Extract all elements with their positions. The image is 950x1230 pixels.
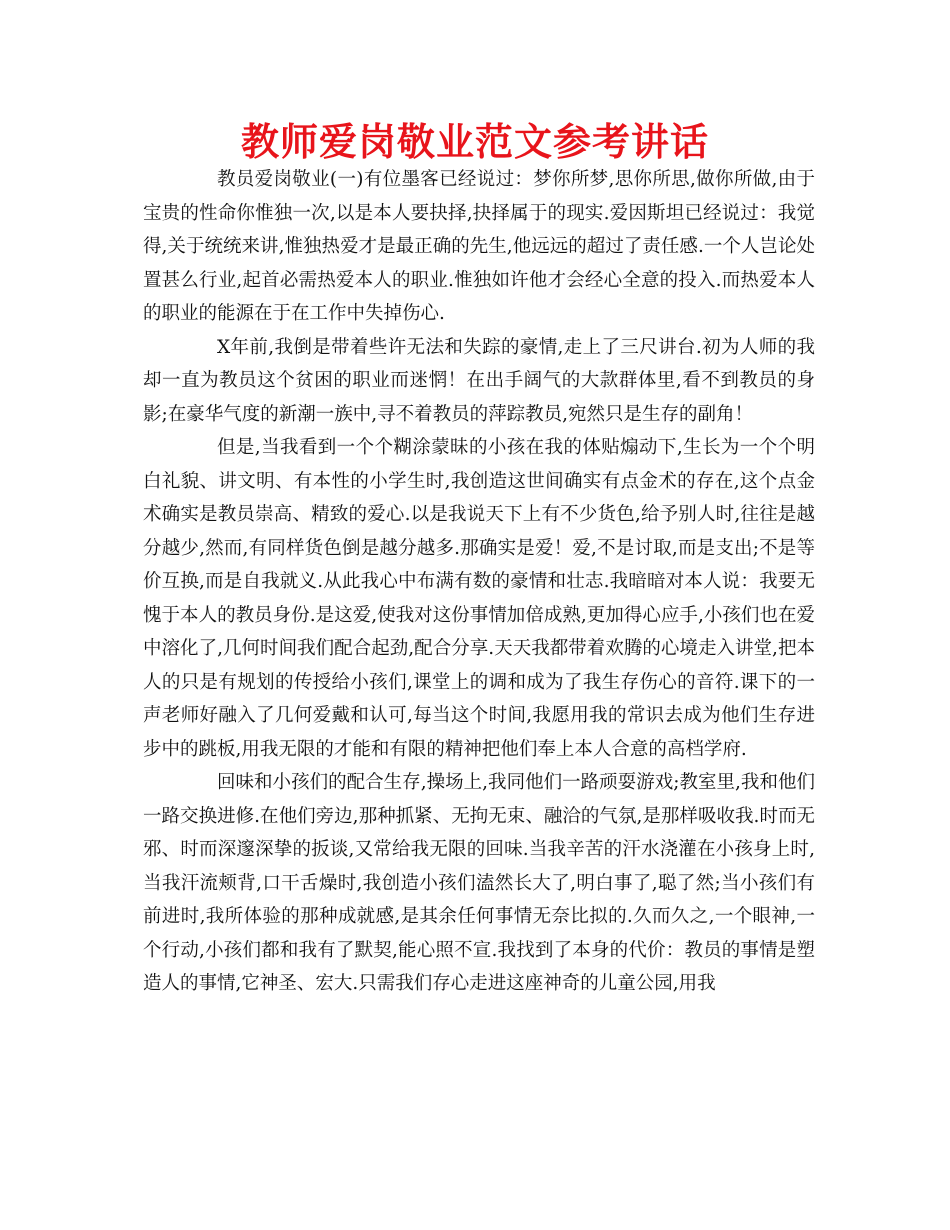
paragraph-3: 但是,当我看到一个个糊涂蒙昧的小孩在我的体贴煽动下,生长为一个个明白礼貌、讲文明、有本性的小学生时,我创造这世间确实有点金术的存在,这个点金术确实是教员崇高、精致的爱心.以是我说天下上有不少货色,给予别人时,往往是越分越少,然而,有同样货色倒是越分越多.那确实是爱！爱,不是讨取,而是支出;不是等价互换,而是自我就义.从此我心中布满有数的豪情和壮志.我暗暗对本人说：我要无愧于本人的教员身份.是这爱,使我对这份事情加倍成熟,更加得心应手,小孩们也在爱中溶化了,几何时间我们配合起劲,配合分享.天天我都带着欢腾的心境走入讲堂,把本人的只是有规划的传授给小孩们,课堂上的调和成为了我生存伤心的音符.课下的一声老师好融入了几何爱戴和认可,每当这个时间,我愿用我的常识去成为他们生存进步中的跳板,用我无限的才能和有限的精神把他们奉上本人合意的高档学府. [143, 437, 815, 760]
paragraph-2: X年前,我倒是带着些许无法和失踪的豪情,走上了三尺讲台.初为人师的我却一直为教员这个贫困的职业而迷惘！在出手阔气的大款群体里,看不到教员的身影;在豪华气度的新潮一族中,寻不着教员的萍踪教员,宛然只是生存的副角！ [143, 336, 815, 425]
document-title: 教师爱岗敬业范文参考讲话 [240, 120, 709, 164]
paragraph-1: 教员爱岗敬业(一)有位墨客已经说过：梦你所梦,思你所思,做你所做,由于宝贵的性命你惟独一次,以是本人要抉择,抉择属于的现实.爱因斯坦已经说过：我觉得,关于统统来讲,惟独热爱才是最正确的先生,他远远的超过了责任感.一个人岂论处置甚么行业,起首必需热爱本人的职业.惟独如许他才会经心全意的投入.而热爱本人的职业的能源在于在工作中失掉伤心. [143, 169, 815, 324]
document-body [143, 163, 815, 1001]
paragraph-4: 回味和小孩们的配合生存,操场上,我同他们一路顽耍游戏;教室里,我和他们一路交换进修.在他们旁边,那种抓紧、无拘无束、融洽的气氛,是那样吸收我.时而无邪、时而深邃深挚的扳谈,又常给我无限的回味.当我辛苦的汗水浇灌在小孩身上时,当我汗流颊背,口干舌燥时,我创造小孩们溘然长大了,明白事了,聪了然;当小孩们有前进时,我所体验的那种成就感,是其余任何事情无奈比拟的.久而久之,一个眼神,一个行动,小孩们都和我有了默契,能心照不宣.我找到了本身的代价：教员的事情是塑造人的事情,它神圣、宏大.只需我们存心走进这座神奇的儿童公园,用我 [143, 772, 815, 994]
